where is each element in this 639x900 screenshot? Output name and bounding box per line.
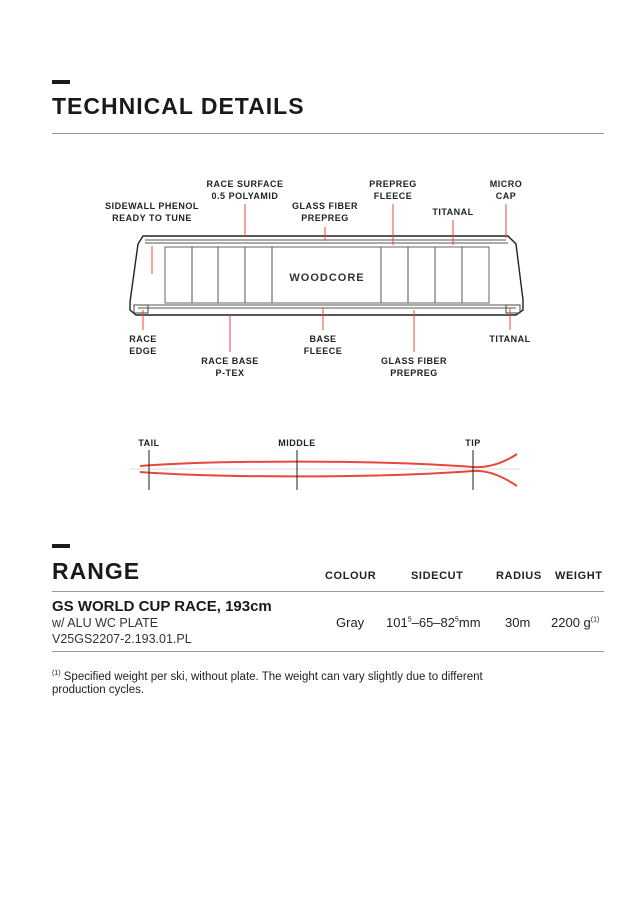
column-sidecut: SIDECUT	[411, 570, 464, 582]
section-marker-range	[52, 544, 70, 548]
ski-cross-section	[0, 0, 639, 420]
label-glass-fiber-bottom: GLASS FIBER PREPREG	[380, 356, 448, 378]
column-radius: RADIUS	[496, 570, 542, 582]
profile-tip-label: TIP	[465, 438, 481, 448]
profile-tail-label: TAIL	[138, 438, 160, 448]
product-sidecut: $101^5-65-82^5mm$	[386, 615, 481, 630]
product-weight: 2200 $g^{(1)}$	[551, 615, 600, 630]
section-title-range: RANGE	[52, 558, 141, 584]
range-row-divider	[52, 651, 604, 652]
product-radius: 30m	[505, 615, 531, 630]
range-header-divider	[52, 591, 604, 592]
product-plate: w/ ALU WC PLATE	[52, 616, 159, 630]
label-prepreg-fleece: PREPREG FLEECE	[369, 179, 417, 201]
label-race-edge: RACE EDGE	[129, 334, 157, 356]
profile-middle-label: MIDDLE	[278, 438, 316, 448]
label-micro-cap: MICRO CAP	[489, 179, 523, 201]
ski-profile-diagram	[0, 440, 639, 500]
label-sidewall: SIDEWALL PHENOL READY TO TUNE	[105, 201, 199, 223]
label-titanal-top: TITANAL	[432, 207, 474, 217]
footnote: $^{(1)}$ Specified weight per ski, without plate. The weight can vary slightly due to different production cycles.	[52, 670, 483, 696]
label-titanal-bottom: TITANAL	[489, 334, 531, 344]
product-colour: Gray	[336, 615, 365, 630]
section-title-technical: TECHNICAL DETAILS	[52, 93, 305, 119]
label-glass-fiber-top: GLASS FIBER PREPREG	[291, 201, 359, 223]
woodcore-label: WOODCORE	[289, 272, 365, 284]
column-weight: WEIGHT	[555, 570, 603, 582]
column-colour: COLOUR	[325, 570, 377, 582]
label-race-surface: RACE SURFACE 0.5 POLYAMID	[206, 179, 284, 201]
product-code: V25GS2207-2.193.01.PL	[52, 632, 192, 646]
product-name: GS WORLD CUP RACE, 193cm	[52, 598, 272, 615]
label-base-fleece: BASE FLEECE	[303, 334, 343, 356]
label-race-base: RACE BASE P-TEX	[201, 356, 259, 378]
